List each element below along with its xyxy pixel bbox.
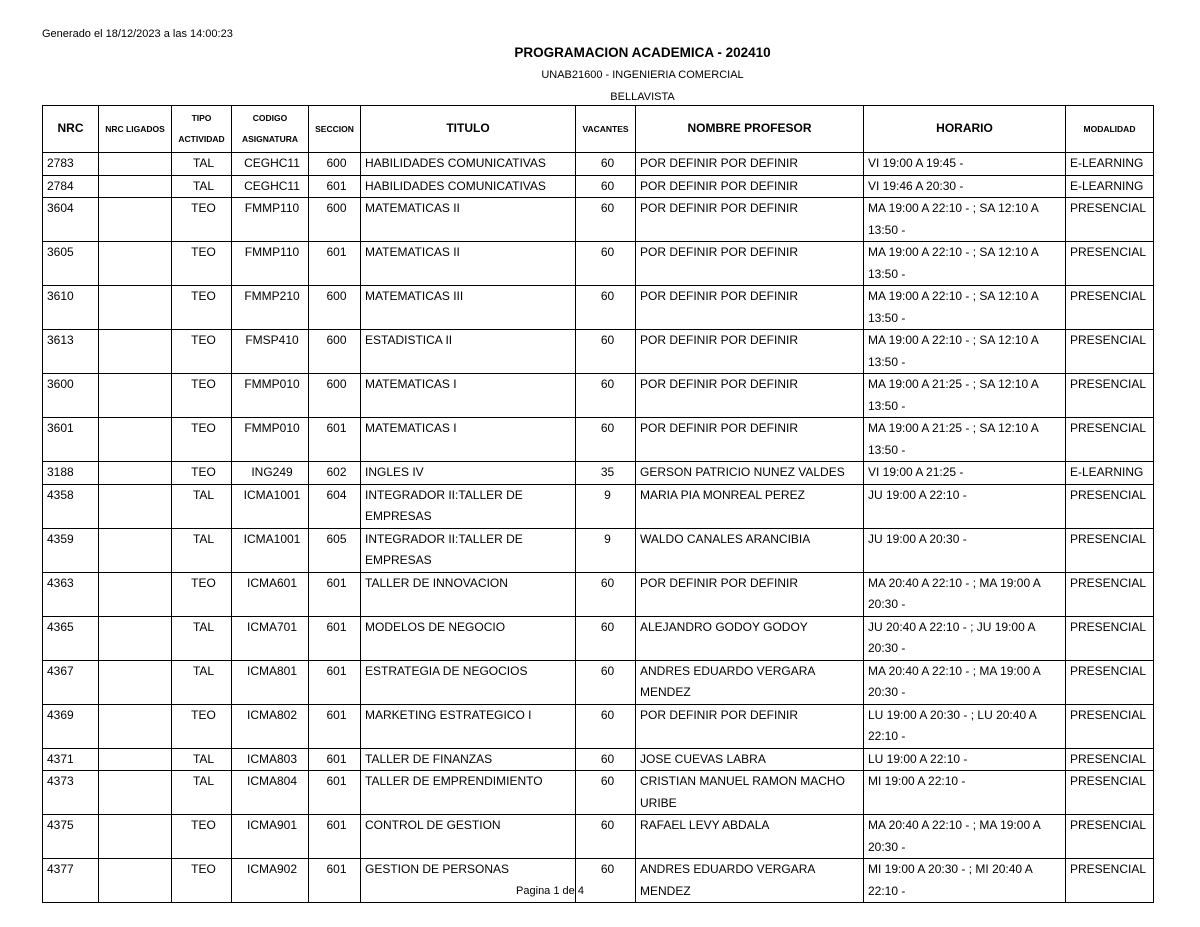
cell-nrc-ligados: [99, 748, 172, 771]
cell-vacantes: 60: [576, 286, 636, 330]
cell-nrc-ligados: [99, 330, 172, 374]
cell-seccion: 601: [309, 815, 361, 859]
table-row: [43, 374, 1154, 418]
cell-profesor: POR DEFINIR POR DEFINIR: [636, 153, 864, 176]
cell-profesor: POR DEFINIR POR DEFINIR: [636, 704, 864, 748]
cell-nrc-ligados: [99, 418, 172, 462]
cell-horario: LU 19:00 A 22:10 -: [864, 748, 1066, 771]
cell-titulo: INTEGRADOR II:TALLER DE EMPRESAS: [361, 528, 576, 572]
cell-nrc: 3600: [43, 374, 99, 418]
cell-profesor: GERSON PATRICIO NUNEZ VALDES: [636, 462, 864, 485]
schedule-table: [42, 105, 1154, 903]
program-subtitle: UNAB21600 - INGENIERIA COMERCIAL: [541, 69, 744, 81]
table-row: [43, 528, 1154, 572]
cell-profesor: POR DEFINIR POR DEFINIR: [636, 198, 864, 242]
cell-tipo: TEO: [172, 330, 232, 374]
cell-vacantes: 9: [576, 528, 636, 572]
table-body: [43, 153, 1154, 903]
cell-nrc-ligados: [99, 771, 172, 815]
table-row: [43, 484, 1154, 528]
table-row: [43, 704, 1154, 748]
cell-seccion: 601: [309, 748, 361, 771]
cell-codigo: FMMP110: [232, 242, 309, 286]
cell-titulo: TALLER DE FINANZAS: [361, 748, 576, 771]
cell-horario: VI 19:46 A 20:30 -: [864, 175, 1066, 198]
cell-tipo: TAL: [172, 748, 232, 771]
cell-nrc-ligados: [99, 374, 172, 418]
cell-modalidad: PRESENCIAL: [1066, 528, 1154, 572]
cell-profesor: POR DEFINIR POR DEFINIR: [636, 175, 864, 198]
table-row: [43, 815, 1154, 859]
cell-horario: VI 19:00 A 19:45 -: [864, 153, 1066, 176]
cell-nrc: 2783: [43, 153, 99, 176]
cell-vacantes: 9: [576, 484, 636, 528]
cell-tipo: TAL: [172, 771, 232, 815]
cell-codigo: ICMA803: [232, 748, 309, 771]
cell-horario: MA 19:00 A 22:10 - ; SA 12:10 A 13:50 -: [864, 242, 1066, 286]
cell-modalidad: E-LEARNING: [1066, 175, 1154, 198]
col-header-horario: HORARIO: [864, 106, 1066, 153]
cell-nrc-ligados: [99, 528, 172, 572]
cell-vacantes: 60: [576, 572, 636, 616]
col-header-modalidad: MODALIDAD: [1066, 106, 1154, 153]
cell-vacantes: 60: [576, 153, 636, 176]
cell-nrc: 4377: [43, 859, 99, 903]
cell-tipo: TAL: [172, 660, 232, 704]
cell-titulo: MATEMATICAS III: [361, 286, 576, 330]
cell-seccion: 601: [309, 616, 361, 660]
cell-nrc-ligados: [99, 616, 172, 660]
cell-profesor: ALEJANDRO GODOY GODOY: [636, 616, 864, 660]
cell-modalidad: PRESENCIAL: [1066, 484, 1154, 528]
cell-codigo: ICMA902: [232, 859, 309, 903]
col-header-codigo: CODIGO ASIGNATURA: [232, 106, 309, 153]
cell-nrc-ligados: [99, 198, 172, 242]
cell-horario: MA 20:40 A 22:10 - ; MA 19:00 A 20:30 -: [864, 660, 1066, 704]
cell-horario: JU 19:00 A 20:30 -: [864, 528, 1066, 572]
cell-profesor: RAFAEL LEVY ABDALA: [636, 815, 864, 859]
table-row: [43, 242, 1154, 286]
cell-titulo: INTEGRADOR II:TALLER DE EMPRESAS: [361, 484, 576, 528]
cell-modalidad: PRESENCIAL: [1066, 198, 1154, 242]
cell-modalidad: PRESENCIAL: [1066, 418, 1154, 462]
cell-seccion: 604: [309, 484, 361, 528]
cell-codigo: FMMP010: [232, 374, 309, 418]
cell-seccion: 601: [309, 418, 361, 462]
cell-nrc: 4358: [43, 484, 99, 528]
cell-modalidad: PRESENCIAL: [1066, 859, 1154, 903]
cell-profesor: POR DEFINIR POR DEFINIR: [636, 242, 864, 286]
cell-vacantes: 60: [576, 418, 636, 462]
cell-nrc-ligados: [99, 242, 172, 286]
cell-seccion: 600: [309, 374, 361, 418]
cell-nrc-ligados: [99, 704, 172, 748]
cell-tipo: TEO: [172, 242, 232, 286]
cell-tipo: TEO: [172, 572, 232, 616]
cell-seccion: 600: [309, 286, 361, 330]
cell-modalidad: E-LEARNING: [1066, 462, 1154, 485]
cell-profesor: POR DEFINIR POR DEFINIR: [636, 286, 864, 330]
cell-horario: LU 19:00 A 20:30 - ; LU 20:40 A 22:10 -: [864, 704, 1066, 748]
cell-nrc: 4365: [43, 616, 99, 660]
table-row: [43, 771, 1154, 815]
cell-nrc: 4363: [43, 572, 99, 616]
cell-modalidad: PRESENCIAL: [1066, 286, 1154, 330]
col-header-seccion: SECCION: [309, 106, 361, 153]
cell-titulo: INGLES IV: [361, 462, 576, 485]
cell-horario: MI 19:00 A 22:10 -: [864, 771, 1066, 815]
table-row: [43, 198, 1154, 242]
cell-tipo: TEO: [172, 815, 232, 859]
cell-seccion: 600: [309, 153, 361, 176]
cell-modalidad: PRESENCIAL: [1066, 704, 1154, 748]
cell-horario: VI 19:00 A 21:25 -: [864, 462, 1066, 485]
table-row: [43, 572, 1154, 616]
cell-profesor: POR DEFINIR POR DEFINIR: [636, 418, 864, 462]
cell-modalidad: PRESENCIAL: [1066, 330, 1154, 374]
cell-titulo: MATEMATICAS I: [361, 418, 576, 462]
cell-profesor: ANDRES EDUARDO VERGARA MENDEZ: [636, 859, 864, 903]
cell-vacantes: 60: [576, 242, 636, 286]
cell-nrc: 4375: [43, 815, 99, 859]
cell-seccion: 601: [309, 572, 361, 616]
cell-horario: MA 19:00 A 22:10 - ; SA 12:10 A 13:50 -: [864, 198, 1066, 242]
cell-vacantes: 60: [576, 704, 636, 748]
cell-profesor: ANDRES EDUARDO VERGARA MENDEZ: [636, 660, 864, 704]
cell-vacantes: 60: [576, 771, 636, 815]
cell-titulo: MATEMATICAS II: [361, 242, 576, 286]
cell-codigo: ICMA1001: [232, 484, 309, 528]
cell-modalidad: PRESENCIAL: [1066, 242, 1154, 286]
cell-nrc-ligados: [99, 484, 172, 528]
table-row: [43, 286, 1154, 330]
cell-codigo: ICMA601: [232, 572, 309, 616]
col-header-tipo: TIPO ACTIVIDAD: [172, 106, 232, 153]
cell-nrc-ligados: [99, 175, 172, 198]
col-header-titulo: TITULO: [361, 106, 576, 153]
cell-horario: MA 19:00 A 21:25 - ; SA 12:10 A 13:50 -: [864, 418, 1066, 462]
col-header-nrc-ligados: NRC LIGADOS: [99, 106, 172, 153]
cell-codigo: FMMP210: [232, 286, 309, 330]
cell-codigo: FMMP110: [232, 198, 309, 242]
campus-subtitle: BELLAVISTA: [610, 91, 675, 103]
cell-codigo: ICMA901: [232, 815, 309, 859]
cell-tipo: TAL: [172, 484, 232, 528]
cell-seccion: 605: [309, 528, 361, 572]
table-row: [43, 462, 1154, 485]
cell-nrc-ligados: [99, 153, 172, 176]
table-row: [43, 418, 1154, 462]
cell-vacantes: 60: [576, 175, 636, 198]
cell-tipo: TAL: [172, 153, 232, 176]
cell-vacantes: 35: [576, 462, 636, 485]
cell-titulo: ESTADISTICA II: [361, 330, 576, 374]
cell-seccion: 601: [309, 771, 361, 815]
cell-seccion: 601: [309, 859, 361, 903]
cell-seccion: 600: [309, 330, 361, 374]
table-row: [43, 175, 1154, 198]
cell-seccion: 600: [309, 198, 361, 242]
cell-tipo: TAL: [172, 528, 232, 572]
cell-nrc: 2784: [43, 175, 99, 198]
cell-horario: JU 19:00 A 22:10 -: [864, 484, 1066, 528]
table-row: [43, 660, 1154, 704]
cell-nrc-ligados: [99, 286, 172, 330]
cell-codigo: FMMP010: [232, 418, 309, 462]
cell-profesor: MARIA PIA MONREAL PEREZ: [636, 484, 864, 528]
cell-vacantes: 60: [576, 859, 636, 903]
cell-titulo: MATEMATICAS II: [361, 198, 576, 242]
cell-nrc: 4359: [43, 528, 99, 572]
cell-nrc: 3601: [43, 418, 99, 462]
cell-nrc-ligados: [99, 815, 172, 859]
cell-titulo: CONTROL DE GESTION: [361, 815, 576, 859]
cell-vacantes: 60: [576, 815, 636, 859]
cell-profesor: JOSE CUEVAS LABRA: [636, 748, 864, 771]
table-row: [43, 153, 1154, 176]
col-header-vacantes: VACANTES: [576, 106, 636, 153]
cell-modalidad: PRESENCIAL: [1066, 572, 1154, 616]
cell-vacantes: 60: [576, 616, 636, 660]
cell-tipo: TEO: [172, 859, 232, 903]
cell-vacantes: 60: [576, 330, 636, 374]
cell-seccion: 601: [309, 704, 361, 748]
cell-titulo: MARKETING ESTRATEGICO I: [361, 704, 576, 748]
cell-modalidad: E-LEARNING: [1066, 153, 1154, 176]
cell-profesor: WALDO CANALES ARANCIBIA: [636, 528, 864, 572]
cell-titulo: ESTRATEGIA DE NEGOCIOS: [361, 660, 576, 704]
cell-tipo: TAL: [172, 175, 232, 198]
cell-tipo: TEO: [172, 198, 232, 242]
col-header-nrc: NRC: [43, 106, 99, 153]
cell-titulo: GESTION DE PERSONAS: [361, 859, 576, 903]
cell-profesor: CRISTIAN MANUEL RAMON MACHO URIBE: [636, 771, 864, 815]
cell-profesor: POR DEFINIR POR DEFINIR: [636, 330, 864, 374]
cell-horario: MA 20:40 A 22:10 - ; MA 19:00 A 20:30 -: [864, 815, 1066, 859]
cell-codigo: ICMA802: [232, 704, 309, 748]
cell-tipo: TEO: [172, 374, 232, 418]
table-row: [43, 616, 1154, 660]
table-row: [43, 330, 1154, 374]
cell-titulo: HABILIDADES COMUNICATIVAS: [361, 175, 576, 198]
cell-modalidad: PRESENCIAL: [1066, 616, 1154, 660]
cell-nrc: 3605: [43, 242, 99, 286]
cell-titulo: TALLER DE INNOVACION: [361, 572, 576, 616]
cell-nrc-ligados: [99, 660, 172, 704]
cell-vacantes: 60: [576, 748, 636, 771]
cell-seccion: 601: [309, 660, 361, 704]
cell-vacantes: 60: [576, 198, 636, 242]
cell-horario: MI 19:00 A 20:30 - ; MI 20:40 A 22:10 -: [864, 859, 1066, 903]
cell-modalidad: PRESENCIAL: [1066, 771, 1154, 815]
cell-nrc: 3610: [43, 286, 99, 330]
cell-nrc: 4369: [43, 704, 99, 748]
cell-modalidad: PRESENCIAL: [1066, 748, 1154, 771]
cell-codigo: CEGHC11: [232, 153, 309, 176]
cell-nrc: 3604: [43, 198, 99, 242]
cell-modalidad: PRESENCIAL: [1066, 815, 1154, 859]
table-header-row: [43, 106, 1154, 153]
cell-codigo: FMSP410: [232, 330, 309, 374]
cell-tipo: TEO: [172, 704, 232, 748]
cell-modalidad: PRESENCIAL: [1066, 660, 1154, 704]
cell-horario: JU 20:40 A 22:10 - ; JU 19:00 A 20:30 -: [864, 616, 1066, 660]
cell-nrc: 3613: [43, 330, 99, 374]
cell-vacantes: 60: [576, 374, 636, 418]
cell-profesor: POR DEFINIR POR DEFINIR: [636, 572, 864, 616]
cell-codigo: ICMA701: [232, 616, 309, 660]
cell-horario: MA 19:00 A 21:25 - ; SA 12:10 A 13:50 -: [864, 374, 1066, 418]
cell-horario: MA 20:40 A 22:10 - ; MA 19:00 A 20:30 -: [864, 572, 1066, 616]
page-number: Pagina 1 de 4: [516, 885, 584, 897]
cell-tipo: TEO: [172, 418, 232, 462]
cell-modalidad: PRESENCIAL: [1066, 374, 1154, 418]
cell-tipo: TAL: [172, 616, 232, 660]
table-row: [43, 748, 1154, 771]
generated-timestamp: Generado el 18/12/2023 a las 14:00:23: [42, 28, 233, 40]
cell-codigo: ICMA801: [232, 660, 309, 704]
cell-profesor: POR DEFINIR POR DEFINIR: [636, 374, 864, 418]
cell-titulo: TALLER DE EMPRENDIMIENTO: [361, 771, 576, 815]
cell-seccion: 601: [309, 242, 361, 286]
cell-tipo: TEO: [172, 286, 232, 330]
cell-nrc-ligados: [99, 462, 172, 485]
cell-horario: MA 19:00 A 22:10 - ; SA 12:10 A 13:50 -: [864, 286, 1066, 330]
cell-codigo: CEGHC11: [232, 175, 309, 198]
col-header-profesor: NOMBRE PROFESOR: [636, 106, 864, 153]
cell-seccion: 601: [309, 175, 361, 198]
cell-titulo: MODELOS DE NEGOCIO: [361, 616, 576, 660]
cell-titulo: HABILIDADES COMUNICATIVAS: [361, 153, 576, 176]
cell-codigo: ICMA1001: [232, 528, 309, 572]
cell-horario: MA 19:00 A 22:10 - ; SA 12:10 A 13:50 -: [864, 330, 1066, 374]
cell-codigo: ICMA804: [232, 771, 309, 815]
cell-nrc: 3188: [43, 462, 99, 485]
cell-seccion: 602: [309, 462, 361, 485]
cell-codigo: ING249: [232, 462, 309, 485]
cell-nrc: 4373: [43, 771, 99, 815]
page-title: PROGRAMACION ACADEMICA - 202410: [514, 45, 771, 60]
cell-nrc: 4371: [43, 748, 99, 771]
cell-tipo: TEO: [172, 462, 232, 485]
cell-nrc: 4367: [43, 660, 99, 704]
cell-nrc-ligados: [99, 572, 172, 616]
cell-titulo: MATEMATICAS I: [361, 374, 576, 418]
cell-vacantes: 60: [576, 660, 636, 704]
